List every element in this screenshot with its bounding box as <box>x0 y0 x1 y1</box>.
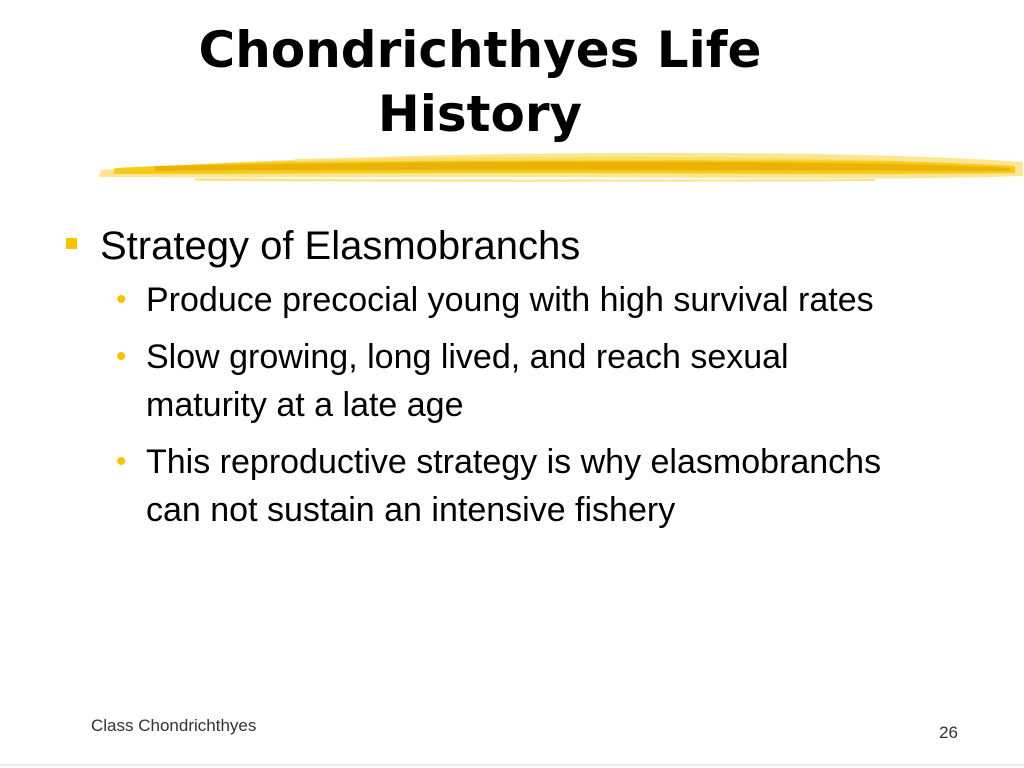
slide-title-line-1: Chondrichthyes Life <box>198 21 762 79</box>
sub-bullet-item <box>62 276 906 324</box>
slide-content <box>62 220 962 543</box>
dot-bullet-icon: • <box>116 445 127 478</box>
sub-bullet-item <box>62 438 906 534</box>
dot-bullet-icon: • <box>116 340 127 373</box>
dot-bullet-icon: • <box>116 283 127 316</box>
slide-title-line-2: History <box>377 85 583 143</box>
bottom-divider <box>0 764 1024 766</box>
footer-text: Class Chondrichthyes <box>91 716 257 735</box>
sub-bullet-text: This reproductive strategy is why elasmobranchs can not sustain an intensive fishery <box>146 443 882 529</box>
slide-title <box>100 18 860 146</box>
brush-stroke-divider <box>95 146 1024 190</box>
main-bullet-text: Strategy of Elasmobranchs <box>100 224 581 268</box>
main-bullet-item <box>62 220 962 272</box>
sub-bullet-list <box>62 276 962 534</box>
page-number: 26 <box>939 723 958 742</box>
sub-bullet-text: Produce precocial young with high survival rates <box>146 281 874 319</box>
sub-bullet-item <box>62 333 906 429</box>
sub-bullet-text: Slow growing, long lived, and reach sexual maturity at a late age <box>146 338 789 424</box>
square-bullet-icon <box>66 238 77 249</box>
